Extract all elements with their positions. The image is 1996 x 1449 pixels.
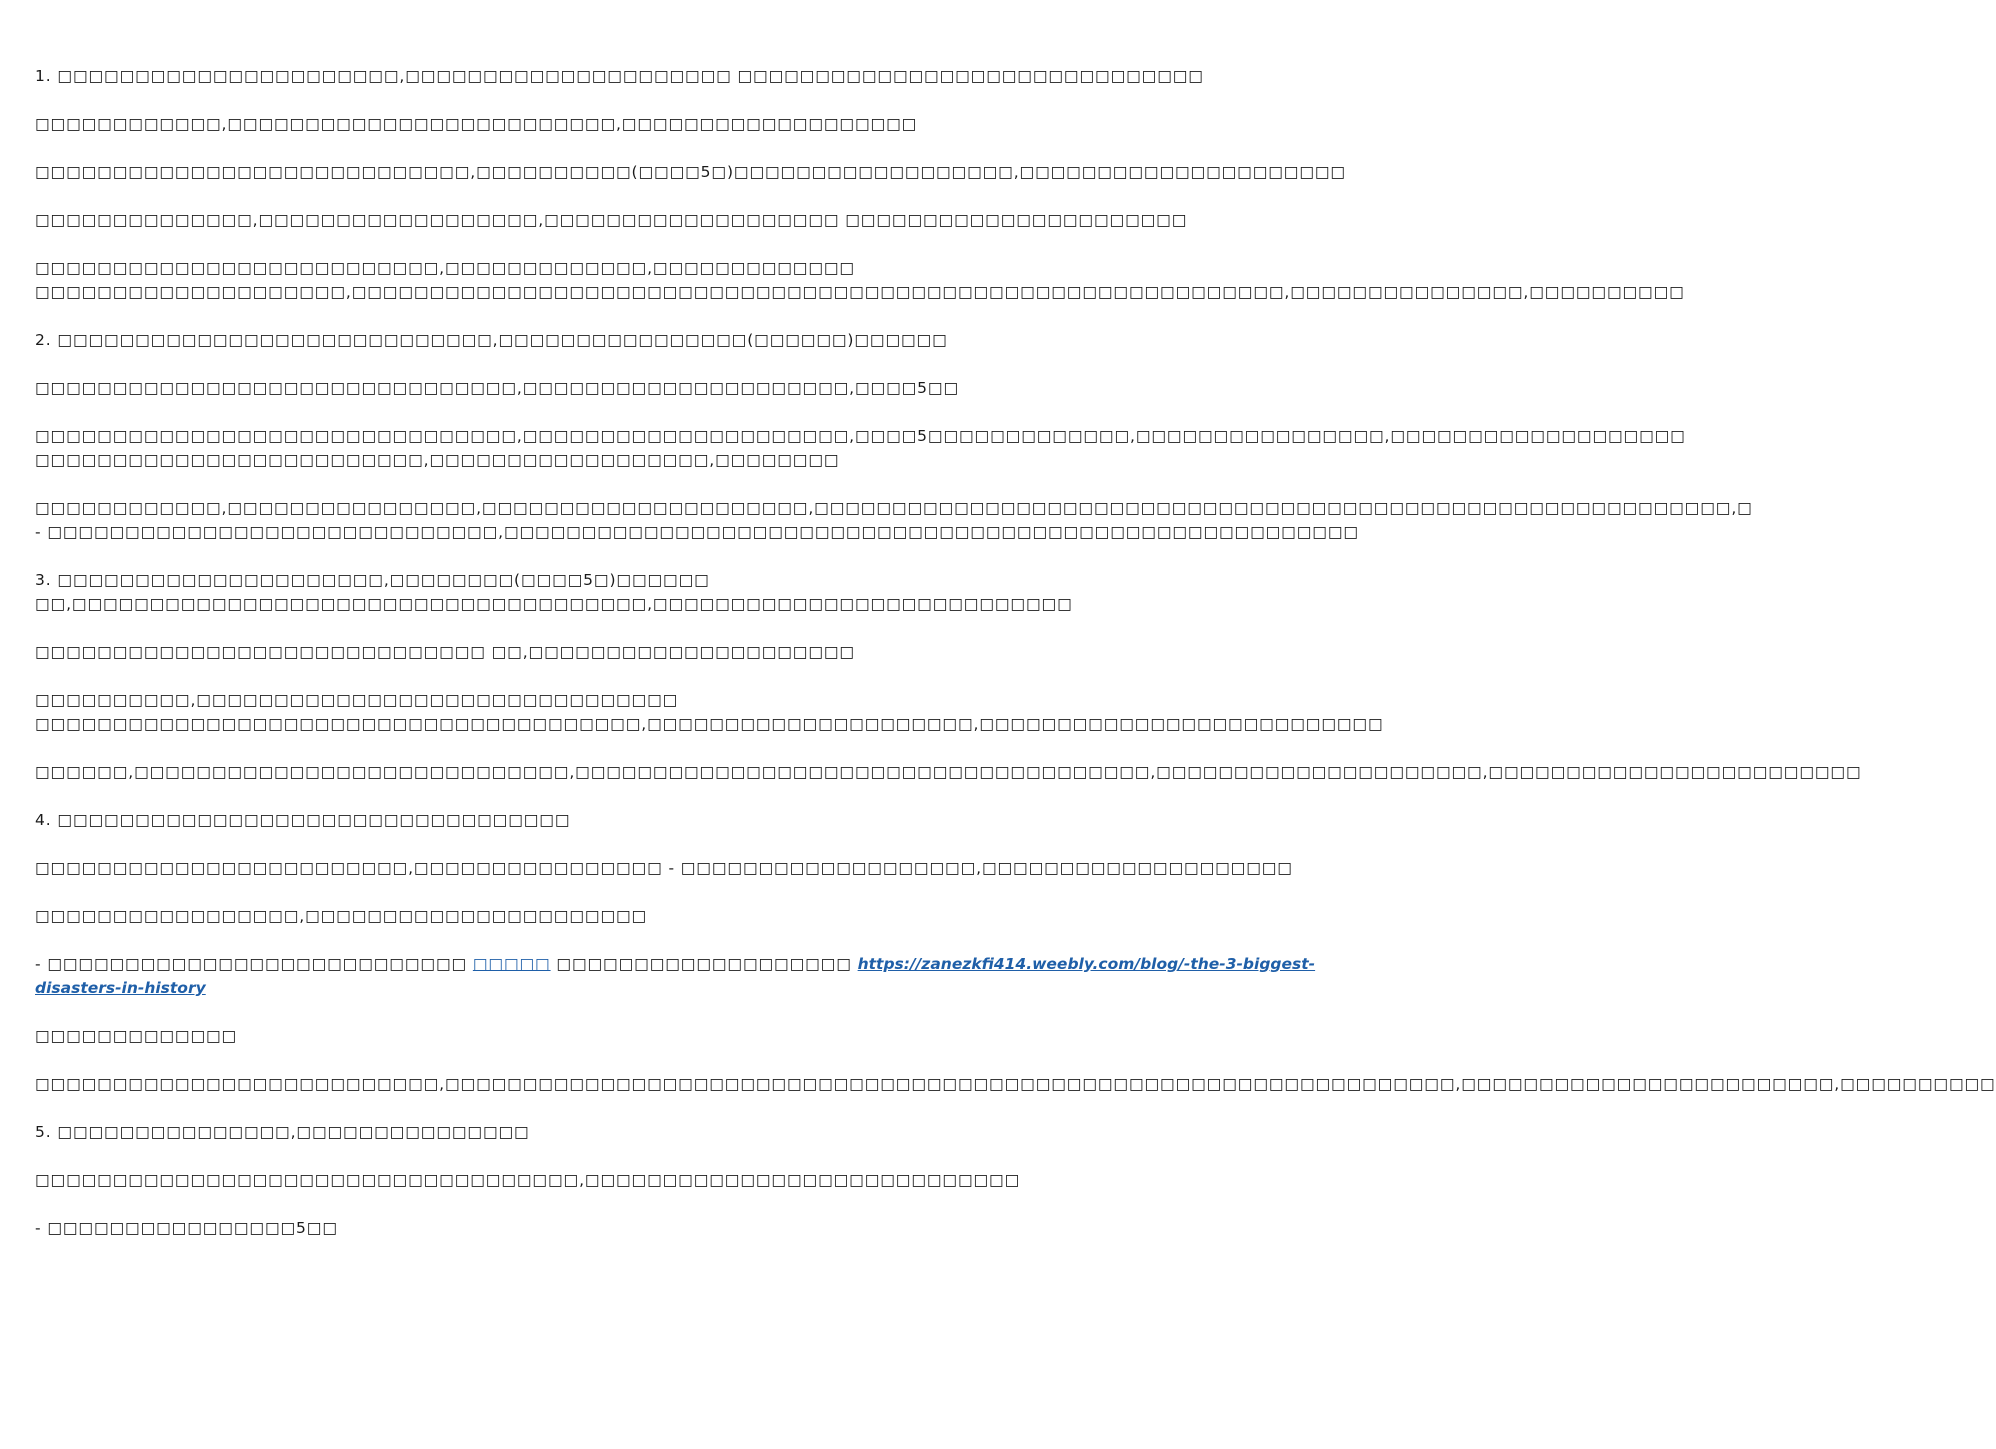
paragraph-line: □□□□□□□□□□□□,□□□□□□□□□□□□□□□□□□□□□□□□□,□□□□□□□□□□□□□□□□□□□ <box>35 115 918 133</box>
paragraph <box>35 424 1686 472</box>
paragraph <box>35 808 989 832</box>
paragraph-line: □□□□□□□□□□□□□□□□□□□□□□□□□□□□□□□,□□□□□□□□□□□□□□□□□□□□□,□□□□5□□□□□□□□□□□□□,□□□□□□□□□□□□□□□□,□□□□□□□□□□□□□□□□□□□ <box>35 427 1686 445</box>
paragraphs-after-link <box>35 1024 1996 1240</box>
paragraph <box>35 64 1204 88</box>
link-paragraph <box>35 952 1316 1000</box>
paragraph <box>35 688 1384 736</box>
paragraph-line: □□□□□□□□□□,□□□□□□□□□□□□□□□□□□□□□□□□□□□□□□□ <box>35 691 679 709</box>
paragraph-line: □□□□□□□□□□□□□□□□□□□□□□□□□□□□□□□□□□□,□□□□□□□□□□□□□□□□□□□□□□□□□□□□ <box>35 1171 1021 1189</box>
link-paragraph-prefix: - □□□□□□□□□□□□□□□□□□□□□□□□□□□ <box>35 955 473 973</box>
paragraph-line: 2. □□□□□□□□□□□□□□□□□□□□□□□□□□□□,□□□□□□□□□□□□□□□□(□□□□□□)□□□□□□ <box>35 331 948 349</box>
paragraph-line: □□□□□□□□□□□□□□□□□□□□□□□□□,□□□□□□□□□□□□□□□□□□,□□□□□□□□ <box>35 451 840 469</box>
paragraph <box>35 1072 1996 1096</box>
paragraph-line: □□□□□□□□□□□□□□,□□□□□□□□□□□□□□□□□□,□□□□□□□□□□□□□□□□□□□ □□□□□□□□□□□□□□□□□□□□□□ <box>35 211 1188 229</box>
paragraph <box>35 1216 989 1240</box>
paragraph <box>35 256 1685 304</box>
paragraph-line: 1. □□□□□□□□□□□□□□□□□□□□□□,□□□□□□□□□□□□□□□□□□□□□ □□□□□□□□□□□□□□□□□□□□□□□□□□□□□□ <box>35 67 1204 85</box>
paragraph-line: □□□□□□□□□□□□□□□□□□□□□□□□□□□□□□□□□□□□□□□,□□□□□□□□□□□□□□□□□□□□□,□□□□□□□□□□□□□□□□□□□□□□□□□□ <box>35 715 1384 733</box>
paragraph-line: □□,□□□□□□□□□□□□□□□□□□□□□□□□□□□□□□□□□□□□□,□□□□□□□□□□□□□□□□□□□□□□□□□□□ <box>35 595 1073 613</box>
paragraph <box>35 1120 989 1144</box>
paragraph-line: □□□□□□□□□□□□,□□□□□□□□□□□□□□□□,□□□□□□□□□□□□□□□□□□□□□,□□□□□□□□□□□□□□□□□□□□□□□□□□□□□□□□□□□□□□□□□□□□□□□□□□□□□□□□□□□,□ <box>35 499 1753 517</box>
document-page <box>35 64 1996 1444</box>
paragraph-line: □□□□□□□□□□□□□□□□□□□□□□□□□□,□□□□□□□□□□□□□,□□□□□□□□□□□□□ <box>35 259 855 277</box>
paragraph <box>35 160 1346 184</box>
url-link-continued[interactable]: disasters-in-history <box>35 979 206 997</box>
paragraph-line: - □□□□□□□□□□□□□□□□5□□ <box>35 1219 338 1237</box>
paragraph-line: 4. □□□□□□□□□□□□□□□□□□□□□□□□□□□□□□□□□ <box>35 811 571 829</box>
anchor-link[interactable]: □□□□□ <box>472 955 551 973</box>
paragraph <box>35 496 1753 544</box>
paragraph-line: □□□□□□□□□□□□□□□□□□□□□□□□□□□□□ □□,□□□□□□□□□□□□□□□□□□□□□ <box>35 643 855 661</box>
paragraph-line: □□□□□□□□□□□□□□□□□□□□□□□□□□□□□□□,□□□□□□□□□□□□□□□□□□□□□,□□□□5□□ <box>35 379 960 397</box>
paragraph <box>35 904 989 928</box>
paragraph-line: - □□□□□□□□□□□□□□□□□□□□□□□□□□□□□,□□□□□□□□□□□□□□□□□□□□□□□□□□□□□□□□□□□□□□□□□□□□□□□□□□□□□□□ <box>35 523 1359 541</box>
paragraph <box>35 208 1188 232</box>
paragraph-line: □□□□□□□□□□□□□□□□□,□□□□□□□□□□□□□□□□□□□□□□ <box>35 907 648 925</box>
paragraph <box>35 856 1293 880</box>
paragraph-line: □□□□□□□□□□□□□□□□□□□□□□□□□□□□,□□□□□□□□□□(□□□□5□)□□□□□□□□□□□□□□□□□□,□□□□□□□□□□□□□□□□□□□□□ <box>35 163 1346 181</box>
paragraph-line: 3. □□□□□□□□□□□□□□□□□□□□□,□□□□□□□□(□□□□5□)□□□□□□ <box>35 571 710 589</box>
link-paragraph-middle: □□□□□□□□□□□□□□□□□□□ <box>550 955 858 973</box>
paragraph <box>35 328 989 352</box>
paragraph <box>35 376 989 400</box>
paragraph <box>35 640 989 664</box>
url-link[interactable]: https://zanezkfi414.weebly.com/blog/-the-3-biggest- <box>857 955 1316 973</box>
paragraph <box>35 568 1073 616</box>
paragraph-line: 5. □□□□□□□□□□□□□□□,□□□□□□□□□□□□□□□ <box>35 1123 530 1141</box>
paragraph <box>35 112 989 136</box>
paragraph <box>35 1168 1021 1192</box>
paragraph-line: □□□□□□□□□□□□□ <box>35 1027 238 1045</box>
paragraph-line: □□□□□□□□□□□□□□□□□□□□□□□□,□□□□□□□□□□□□□□□□ - □□□□□□□□□□□□□□□□□□□,□□□□□□□□□□□□□□□□□□□□ <box>35 859 1293 877</box>
paragraph-line: □□□□□□,□□□□□□□□□□□□□□□□□□□□□□□□□□□□,□□□□□□□□□□□□□□□□□□□□□□□□□□□□□□□□□□□□□,□□□□□□□□□□□□□□□□□□□□□,□□□□□□□□□□□□□□□□□□□□□□□□ <box>35 763 1862 781</box>
paragraph-line: □□□□□□□□□□□□□□□□□□□□□□□□□□,□□□□□□□□□□□□□□□□□□□□□□□□□□□□□□□□□□□□□□□□□□□□□□□□□□□□□□□□□□□□□□□□□,□□□□□□□□□□□□□□□□□□□□□□□□,□□□□□□□□□□ <box>35 1075 1996 1093</box>
paragraph <box>35 1024 989 1048</box>
paragraph-line: □□□□□□□□□□□□□□□□□□□□,□□□□□□□□□□□□□□□□□□□□□□□□□□□□□□□□□□□□□□□□□□□□□□□□□□□□□□□□□□□□,□□□□□□□□□□□□□□□,□□□□□□□□□□ <box>35 283 1685 301</box>
paragraph <box>35 760 1862 784</box>
paragraphs-before-link <box>35 64 1862 928</box>
